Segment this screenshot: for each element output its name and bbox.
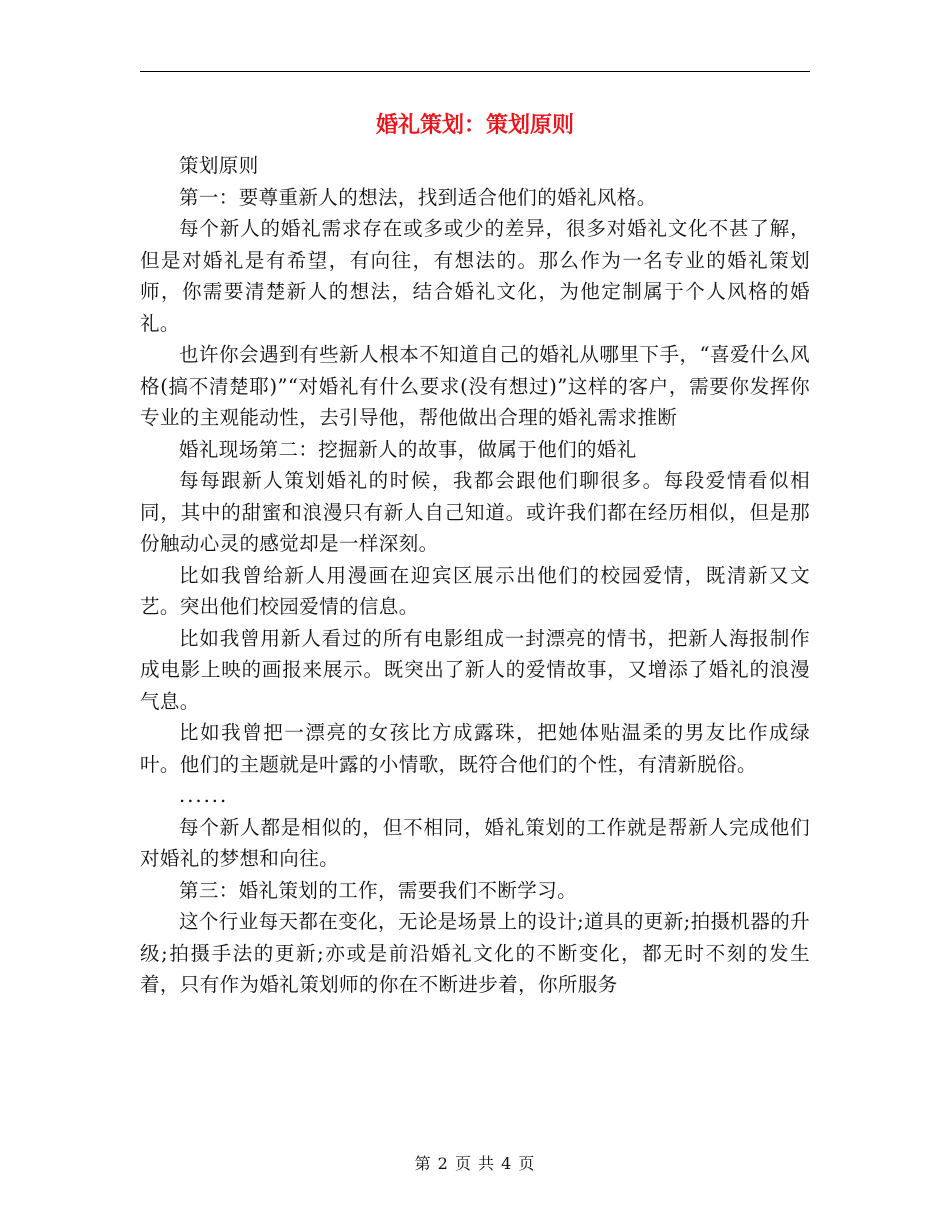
header-rule bbox=[140, 71, 810, 72]
footer-suffix: 页 bbox=[518, 1154, 536, 1173]
paragraph-principle-one: 第一：要尊重新人的想法，找到适合他们的婚礼风格。 bbox=[179, 185, 657, 209]
footer-middle: 页 共 bbox=[454, 1154, 496, 1173]
page-footer bbox=[0, 1152, 950, 1176]
paragraph-heading-principles: 策划原则 bbox=[179, 154, 259, 177]
document-title: 婚礼策划：策划原则 bbox=[375, 112, 574, 138]
paragraph: 这个行业每天都在变化，无论是场景上的设计;道具的更新;拍摄机器的升级;拍摄手法的更新;亦或是前沿婚礼文化的不断变化，都无时不刻的发生着，只有作为婚礼策划师的你在不断进步着，你所服务 bbox=[140, 910, 810, 996]
paragraph: 比如我曾把一漂亮的女孩比方成露珠，把她体贴温柔的男友比作成绿叶。他们的主题就是叶露的小情歌，既符合他们的个性，有清新脱俗。 bbox=[140, 721, 810, 776]
footer-prefix: 第 bbox=[414, 1154, 432, 1173]
paragraph: 每个新人的婚礼需求存在或多或少的差异，很多对婚礼文化不甚了解，但是对婚礼是有希望，有向往，有想法的。那么作为一名专业的婚礼策划师，你需要清楚新人的想法，结合婚礼文化，为他定制属于个人风格的婚礼。 bbox=[140, 217, 810, 335]
paragraph: 也许你会遇到有些新人根本不知道自己的婚礼从哪里下手，“喜爱什么风格(搞不清楚耶)”“对婚礼有什么要求(没有想过)”这样的客户，需要你发挥你专业的主观能动性，去引导他，帮他做出合理的婚礼需求推断 bbox=[140, 343, 810, 429]
paragraph: 比如我曾给新人用漫画在迎宾区展示出他们的校园爱情，既清新又文艺。突出他们校园爱情的信息。 bbox=[140, 563, 810, 618]
footer-total-pages: 4 bbox=[501, 1154, 513, 1173]
paragraph-principle-two: 婚礼现场第二：挖掘新人的故事，做属于他们的婚礼 bbox=[179, 437, 637, 461]
paragraph: 每个新人都是相似的，但不相同，婚礼策划的工作就是帮新人完成他们对婚礼的梦想和向往。 bbox=[140, 815, 810, 870]
paragraph-principle-three: 第三：婚礼策划的工作，需要我们不断学习。 bbox=[179, 878, 578, 902]
paragraph: 比如我曾用新人看过的所有电影组成一封漂亮的情书，把新人海报制作成电影上映的画报来展示。既突出了新人的爱情故事，又增添了婚礼的浪漫气息。 bbox=[140, 626, 810, 713]
ellipsis-paragraph: ...... bbox=[179, 784, 229, 807]
footer-page-number: 2 bbox=[437, 1154, 449, 1173]
paragraph: 每每跟新人策划婚礼的时候，我都会跟他们聊很多。每段爱情看似相同，其中的甜蜜和浪漫只有新人自己知道。或许我们都在经历相似，但是那份触动心灵的感觉却是一样深刻。 bbox=[140, 469, 810, 555]
document-body bbox=[140, 150, 810, 1001]
